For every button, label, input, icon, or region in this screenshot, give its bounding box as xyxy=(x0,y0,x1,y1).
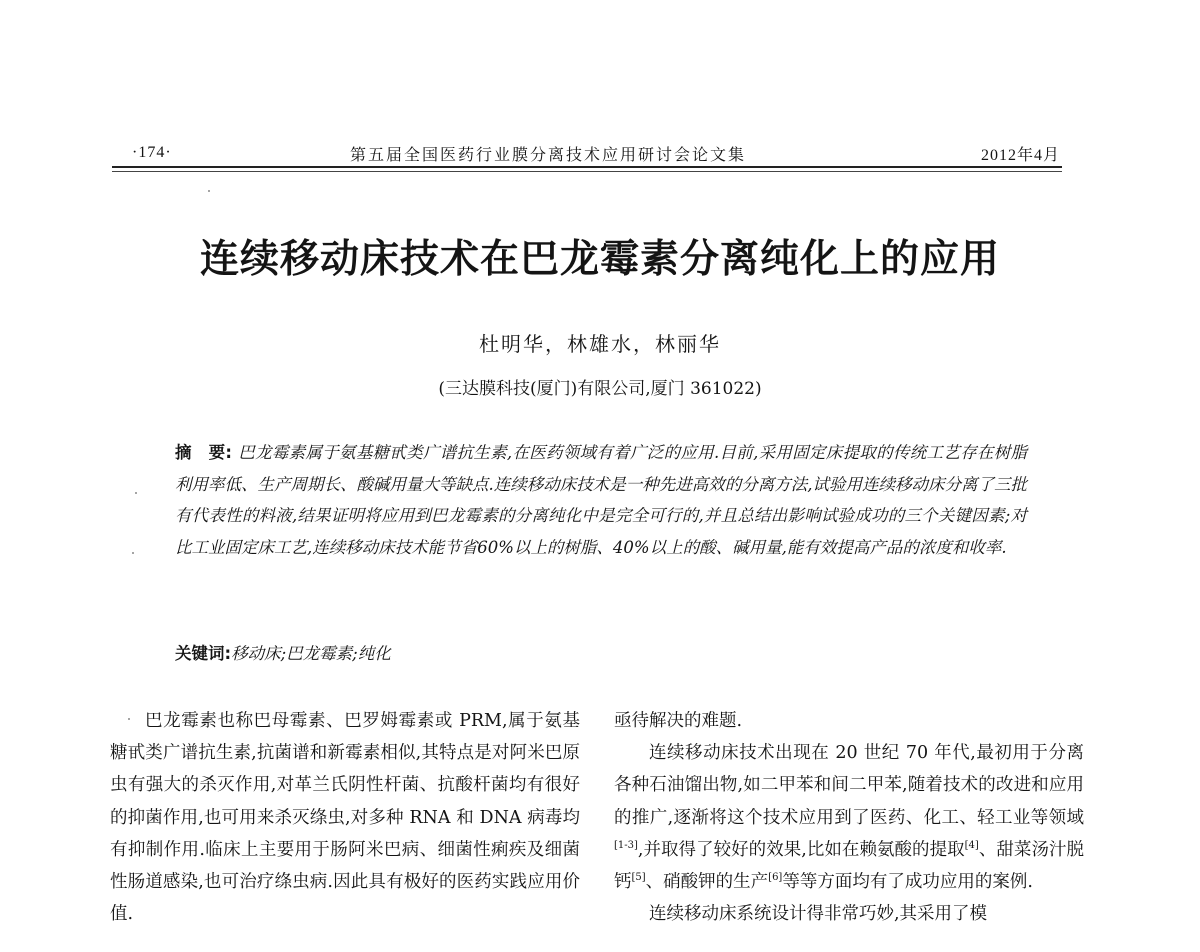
text-run: 、硝酸钾的生产 xyxy=(645,872,769,893)
paragraph: 亟待解决的难题. xyxy=(614,711,743,731)
paragraph: 连续移动床系统设计得非常巧妙,其采用了模 xyxy=(649,904,988,925)
scan-speck xyxy=(128,718,130,720)
citation: [1-3] xyxy=(614,839,638,851)
citation: [5] xyxy=(631,872,646,884)
text-run: ,并取得了较好的效果,比如在赖氨酸的提取 xyxy=(637,839,965,860)
text-run: 连续移动床技术出现在 20 世纪 70 年代,最初用于分离各种石油馏出物,如二甲苯和间二甲苯,随着技术的改进和应用的推广,逐渐将这个技术应用到了医药、化工、轻工业等领域 xyxy=(614,743,1084,828)
paper-title: 连续移动床技术在巴龙霉素分离纯化上的应用 xyxy=(199,237,1000,282)
journal-title: 第五届全国医药行业膜分离技术应用研讨会论文集 xyxy=(350,145,747,164)
paragraph: 巴龙霉素也称巴母霉素、巴罗姆霉素或 PRM,属于氨基糖甙类广谱抗生素,抗菌谱和新霉素相似,其特点是对阿米巴原虫有强大的杀灭作用,对革兰氏阴性杆菌、抗酸杆菌均有很好的抑菌作用,也可用来杀灭绦虫,对多种 RNA 和 DNA 病毒均有抑制作用.临床上主要用于肠阿米巴病、细菌性痢疾及细菌性肠道感染,也可治疗绦虫病.因此具有极好的医药实践应用价值. xyxy=(110,711,580,925)
publication-date: 2012年4月 xyxy=(980,147,1060,164)
keywords xyxy=(175,640,1027,664)
abstract-label: 摘 要: xyxy=(175,443,232,462)
paragraph xyxy=(614,737,1084,898)
author-list: 杜明华，林雄水，林丽华 xyxy=(479,332,721,356)
abstract-text: 巴龙霉素属于氨基糖甙类广谱抗生素,在医药领域有着广泛的应用.目前,采用固定床提取的传统工艺存在树脂利用率低、生产周期长、酸碱用量大等缺点.连续移动床技术是一种先进高效的分离方法,试验用连续移动床分离了三批有代表性的料液,结果证明将应用到巴龙霉素的分离纯化中是完全可行的,并且总结出影响试验成功的三个关键因素;对比工业固定床工艺,连续移动床技术能节省60%以上的树脂、40%以上的酸、碱用量,能有效提高产品的浓度和收率. xyxy=(175,443,1027,557)
keywords-label: 关键词: xyxy=(175,644,232,663)
citation: [4] xyxy=(964,839,979,851)
header-rule-thin xyxy=(112,171,1062,172)
affiliation: (三达膜科技(厦门)有限公司,厦门 361022) xyxy=(438,379,762,399)
scan-speck xyxy=(208,190,210,192)
running-header xyxy=(132,140,1060,166)
keywords-text: 移动床;巴龙霉素;纯化 xyxy=(231,644,391,663)
header-rule-thick xyxy=(112,166,1062,168)
abstract xyxy=(175,437,1027,563)
body-column-right xyxy=(614,705,1084,930)
page-number: ·174· xyxy=(132,144,172,161)
scan-speck xyxy=(132,552,134,554)
citation: [6] xyxy=(768,872,783,884)
body-column-left xyxy=(110,705,580,930)
scan-speck xyxy=(135,492,137,494)
text-run: 等等方面均有了成功应用的案例. xyxy=(782,872,1033,893)
text-run: 、甜菜汤汁脱钙 xyxy=(614,839,1085,893)
